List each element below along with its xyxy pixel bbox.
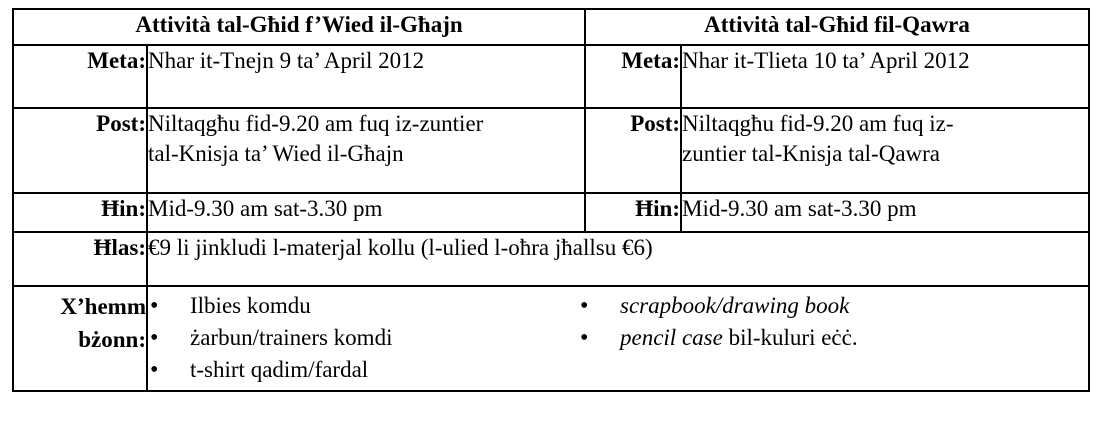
hin-value-left: Mid-9.30 am sat-3.30 pm <box>147 193 585 232</box>
hlas-value: €9 li jinkludi l-materjal kollu (l-ulied l-oħra jħallsu €6) <box>147 232 1089 286</box>
xhemm-lists <box>147 286 1089 391</box>
xhemm-label-line1: X’hemm <box>60 294 146 319</box>
xhemm-label <box>13 286 147 391</box>
meta-label-right: Meta: <box>585 45 681 108</box>
list-item <box>578 322 858 354</box>
post-right-line2: zuntier tal-Knisja tal-Qawra <box>682 141 941 166</box>
post-value-right <box>681 108 1089 193</box>
activity-info-table <box>12 8 1090 392</box>
post-row <box>13 108 1089 193</box>
item-text: bil-kuluri eċċ. <box>722 325 858 350</box>
list-item: • Ilbies komdu <box>148 290 578 322</box>
needs-list-left <box>148 290 578 386</box>
hin-row <box>13 193 1089 232</box>
post-label-right: Post: <box>585 108 681 193</box>
list-item: • żarbun/trainers komdi <box>148 322 578 354</box>
meta-row <box>13 45 1089 108</box>
xhemm-row <box>13 286 1089 391</box>
hlas-label: Ħlas: <box>13 232 147 286</box>
item-italic-text: scrapbook/drawing book <box>620 293 850 318</box>
header-right: Attività tal-Għid fil-Qawra <box>585 9 1089 45</box>
list-item <box>578 290 858 322</box>
hin-label-left: Ħin: <box>13 193 147 232</box>
header-row <box>13 9 1089 45</box>
post-right-line1: Niltaqgħu fid-9.20 am fuq iz- <box>682 111 954 136</box>
post-value-left <box>147 108 585 193</box>
meta-value-left: Nhar it-Tnejn 9 ta’ April 2012 <box>147 45 585 108</box>
hin-label-right: Ħin: <box>585 193 681 232</box>
hin-value-right: Mid-9.30 am sat-3.30 pm <box>681 193 1089 232</box>
list-item: • t-shirt qadim/fardal <box>148 354 578 386</box>
post-left-line1: Niltaqgħu fid-9.20 am fuq iz-zuntier <box>148 111 484 136</box>
item-italic-text: pencil case <box>620 325 723 350</box>
meta-value-right: Nhar it-Tlieta 10 ta’ April 2012 <box>681 45 1089 108</box>
header-left: Attività tal-Għid f’Wied il-Għajn <box>13 9 585 45</box>
hlas-row <box>13 232 1089 286</box>
xhemm-label-line2: bżonn: <box>78 327 146 352</box>
needs-list-right <box>578 290 858 386</box>
meta-label-left: Meta: <box>13 45 147 108</box>
post-left-line2: tal-Knisja ta’ Wied il-Għajn <box>148 141 404 166</box>
post-label-left: Post: <box>13 108 147 193</box>
